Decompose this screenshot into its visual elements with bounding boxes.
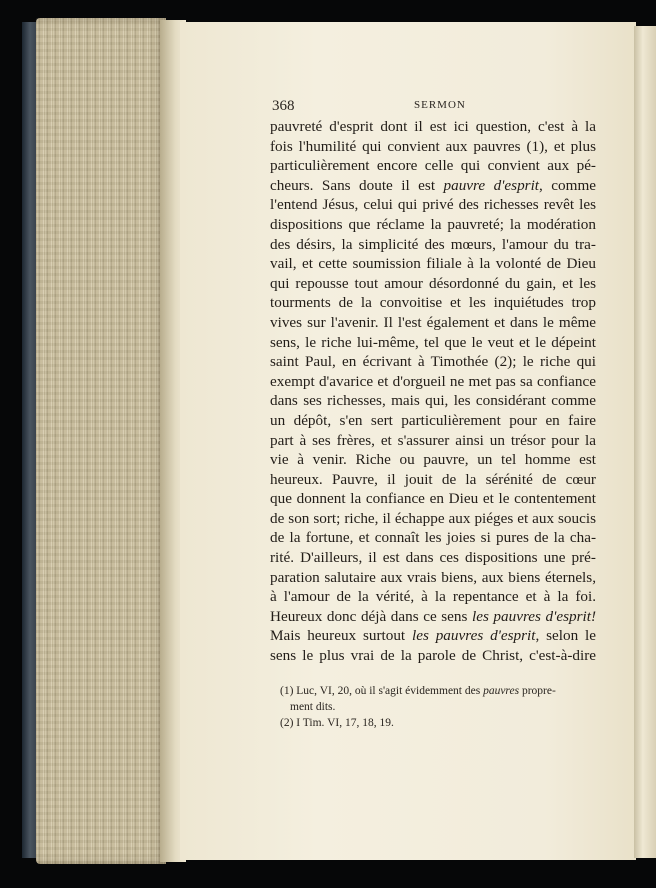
text-line: paration salutaire aux vrais biens, aux biens éternels, [270,568,596,586]
body-text [270,117,596,666]
text-line: à l'amour de la vérité, à la repentance et à la foi. [270,588,596,606]
text-line: que donnent la confiance en Dieu et le contentement [270,490,596,508]
text-line: heureux. Pauvre, il jouit de la sérénité de cœur [270,470,596,488]
text-line: vie à venir. Riche ou pauvre, un tel homme est [270,451,596,469]
text-line: Mais heureux surtout les pauvres d'esprit, selon le [270,627,597,645]
text-line: particulièrement encore celle qui convient aux pé- [270,157,596,175]
text-line: part à ses frères, et s'assurer ainsi un trésor pour la [270,431,596,449]
text-line: rité. D'ailleurs, il est dans ces dispositions une pré- [270,549,596,567]
text-line: cheurs. Sans doute il est pauvre d'esprit, comme [270,176,596,194]
running-head: SERMON [414,99,466,111]
facing-page-edge [634,26,656,858]
text-line: l'entend Jésus, celui qui privé des richesses revêt les [270,196,596,214]
text-line: pauvreté d'esprit dont il est ici question, c'est à la [270,118,596,135]
text-line: sens le plus vrai de la parole de Christ, c'est-à-dire [270,647,596,665]
text-line: de son sort; riche, il échappe aux piéges et aux soucis [270,509,596,527]
footnote-line: (1) Luc, VI, 20, où il s'agit évidemment des pauvres propre- [280,685,556,697]
text-line: vail, et cette soumission filiale à la volonté de Dieu [270,255,596,273]
text-line: Heureux donc déjà dans ce sens les pauvres d'esprit! [270,607,596,625]
text-line: tourments de la convoitise et les inquiétudes trop [270,294,596,312]
text-line: de la fortune, et connaît les joies si pures de la cha- [270,529,596,547]
page-header [272,98,594,118]
text-line: vives sur l'avenir. Il l'est également et dans le même [270,313,596,331]
text-line: saint Paul, en écrivant à Timothée (2); le riche qui [270,353,596,371]
footnote-line: ment dits. [290,701,336,713]
text-line: un dépôt, s'en sert particulièrement pour en faire [270,411,596,429]
text-line: dispositions que réclame la pauvreté; la modération [270,215,596,233]
text-line: sens, le riche lui-même, tel que le veut et le dépeint [270,333,596,351]
page-number: 368 [272,98,295,114]
footnote-line: (2) I Tim. VI, 17, 18, 19. [280,717,394,729]
footnotes [280,683,598,731]
text-line: exempt d'avarice et d'orgueil ne met pas sa confiance [270,372,596,390]
text-line: des désirs, la simplicité des mœurs, l'amour du tra- [270,235,596,253]
text-line: dans ses richesses, mais qui, les considérant comme [270,392,596,410]
text-line: qui repousse tout amour désordonné du gain, et les [270,274,596,292]
text-line: fois l'humilité qui convient aux pauvres (1), et plus [270,137,596,155]
page-block-edge [36,18,166,864]
